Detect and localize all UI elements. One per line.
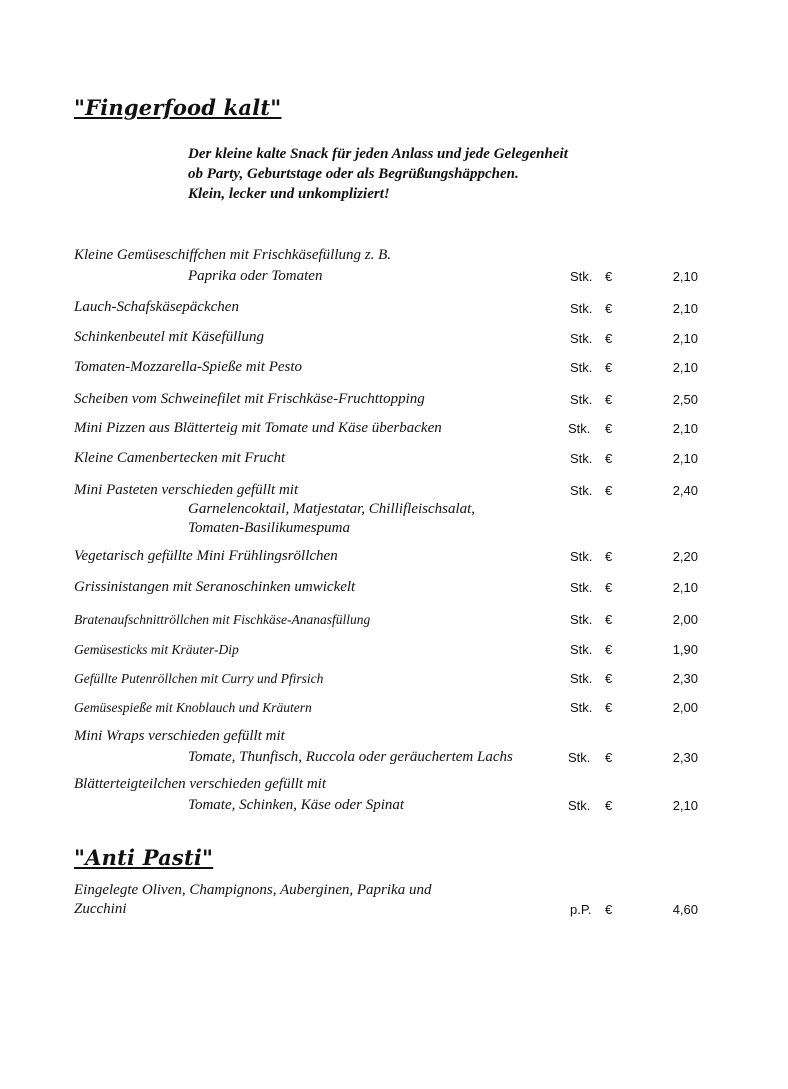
item-row [74, 547, 714, 566]
item-name: Gefüllte Putenröllchen mit Curry und Pfirsich [74, 671, 324, 686]
item-price: 2,10 [672, 451, 698, 466]
item-currency: € [605, 671, 613, 686]
item-unit: Stk. [570, 392, 593, 407]
item-currency: € [605, 421, 613, 436]
item-detail: Garnelencoktail, Matjestatar, Chillifleischsalat, [188, 501, 476, 517]
section-title-fingerfood: "Fingerfood kalt" [74, 95, 282, 120]
menu-item [74, 246, 714, 284]
item-currency: € [605, 331, 613, 346]
menu-item [74, 419, 714, 438]
intro-line: ob Party, Geburtstage oder als Begrüßungshäppchen. [188, 166, 519, 182]
item-price: 2,20 [672, 549, 698, 564]
item-detail: Zucchini [74, 901, 127, 917]
item-unit: Stk. [568, 750, 591, 765]
item-currency: € [605, 798, 613, 813]
item-unit: Stk. [570, 483, 593, 498]
item-currency: € [605, 269, 613, 284]
item-currency: € [605, 549, 613, 564]
item-price: 2,50 [672, 392, 698, 407]
item-unit: Stk. [570, 580, 593, 595]
menu-item [74, 669, 714, 688]
item-detail-row [74, 267, 714, 286]
item-row [74, 669, 714, 688]
item-name: Kleine Camenbertecken mit Frucht [74, 450, 286, 466]
item-name: Vegetarisch gefüllte Mini Frühlingsröllchen [74, 548, 338, 564]
item-unit: Stk. [570, 549, 593, 564]
menu-item [74, 775, 714, 813]
menu-item [74, 358, 714, 377]
item-row [74, 298, 714, 317]
item-name: Bratenaufschnittröllchen mit Fischkäse-Ananasfüllung [74, 612, 371, 627]
item-row [74, 358, 714, 377]
item-currency: € [605, 360, 613, 375]
item-currency: € [605, 750, 613, 765]
item-price: 4,60 [672, 902, 698, 917]
item-price: 2,30 [672, 750, 698, 765]
item-name: Eingelegte Oliven, Champignons, Auberginen, Paprika und [74, 882, 432, 898]
item-detail-row [74, 796, 714, 815]
item-name: Gemüsesticks mit Kräuter-Dip [74, 642, 239, 657]
item-name: Mini Pasteten verschieden gefüllt mit [74, 482, 299, 498]
item-row [74, 698, 714, 717]
item-price: 2,00 [672, 700, 698, 715]
item-currency: € [605, 392, 613, 407]
item-unit: Stk. [570, 671, 593, 686]
menu-item [74, 390, 714, 409]
item-currency: € [605, 902, 613, 917]
item-row [74, 449, 714, 468]
item-price: 2,10 [672, 360, 698, 375]
menu-item [74, 298, 714, 317]
menu-item [74, 881, 714, 919]
item-name: Lauch-Schafskäsepäckchen [74, 299, 239, 315]
item-unit: Stk. [570, 360, 593, 375]
item-name: Scheiben vom Schweinefilet mit Frischkäse-Fruchttopping [74, 391, 425, 407]
menu-item [74, 328, 714, 347]
item-unit: Stk. [570, 700, 593, 715]
item-name: Kleine Gemüseschiffchen mit Frischkäsefüllung z. B. [74, 247, 392, 263]
item-name: Mini Pizzen aus Blätterteig mit Tomate und Käse überbacken [74, 420, 442, 436]
item-row [74, 640, 714, 659]
item-price: 1,90 [672, 642, 698, 657]
item-price: 2,10 [672, 331, 698, 346]
item-row [74, 328, 714, 347]
item-currency: € [605, 451, 613, 466]
item-currency: € [605, 580, 613, 595]
item-name: Grissinistangen mit Seranoschinken umwickelt [74, 579, 356, 595]
item-detail: Tomaten-Basilikumespuma [188, 520, 350, 536]
item-name: Blätterteigteilchen verschieden gefüllt mit [74, 776, 327, 792]
item-price: 2,30 [672, 671, 698, 686]
item-detail: Tomate, Thunfisch, Ruccola oder geräuchertem Lachs [188, 749, 513, 765]
section-title-anti-pasti: "Anti Pasti" [74, 845, 214, 870]
item-row [74, 481, 714, 500]
item-currency: € [605, 301, 613, 316]
item-price: 2,00 [672, 612, 698, 627]
item-row [74, 578, 714, 597]
menu-item [74, 547, 714, 566]
item-detail: Tomate, Schinken, Käse oder Spinat [188, 797, 405, 813]
menu-item [74, 727, 714, 765]
item-price: 2,10 [672, 269, 698, 284]
item-price: 2,10 [672, 798, 698, 813]
item-price: 2,10 [672, 301, 698, 316]
item-unit: Stk. [570, 642, 593, 657]
intro-line: Klein, lecker und unkompliziert! [188, 186, 390, 202]
item-unit: Stk. [570, 331, 593, 346]
item-price: 2,10 [672, 580, 698, 595]
menu-item [74, 640, 714, 659]
item-price: 2,10 [672, 421, 698, 436]
item-name: Gemüsespieße mit Knoblauch und Kräutern [74, 700, 312, 715]
item-row [74, 419, 714, 438]
item-name: Tomaten-Mozzarella-Spieße mit Pesto [74, 359, 303, 375]
item-row [74, 610, 714, 629]
item-unit: Stk. [570, 269, 593, 284]
item-unit: Stk. [568, 798, 591, 813]
item-unit: Stk. [570, 451, 593, 466]
menu-item [74, 578, 714, 597]
item-detail-row [74, 900, 714, 919]
item-detail-row [74, 748, 714, 767]
item-name: Schinkenbeutel mit Käsefüllung [74, 329, 264, 345]
intro-text [188, 144, 568, 204]
item-currency: € [605, 642, 613, 657]
item-currency: € [605, 612, 613, 627]
intro-line: Der kleine kalte Snack für jeden Anlass und jede Gelegenheit [188, 146, 568, 162]
item-currency: € [605, 700, 613, 715]
item-name: Mini Wraps verschieden gefüllt mit [74, 728, 285, 744]
item-row [74, 390, 714, 409]
item-unit: Stk. [570, 301, 593, 316]
menu-item [74, 481, 714, 538]
item-unit: Stk. [570, 612, 593, 627]
item-unit: p.P. [570, 902, 592, 917]
item-currency: € [605, 483, 613, 498]
item-price: 2,40 [672, 483, 698, 498]
menu-item [74, 610, 714, 629]
menu-item [74, 698, 714, 717]
item-unit: Stk. [568, 421, 591, 436]
item-detail: Paprika oder Tomaten [188, 268, 323, 284]
menu-item [74, 449, 714, 468]
